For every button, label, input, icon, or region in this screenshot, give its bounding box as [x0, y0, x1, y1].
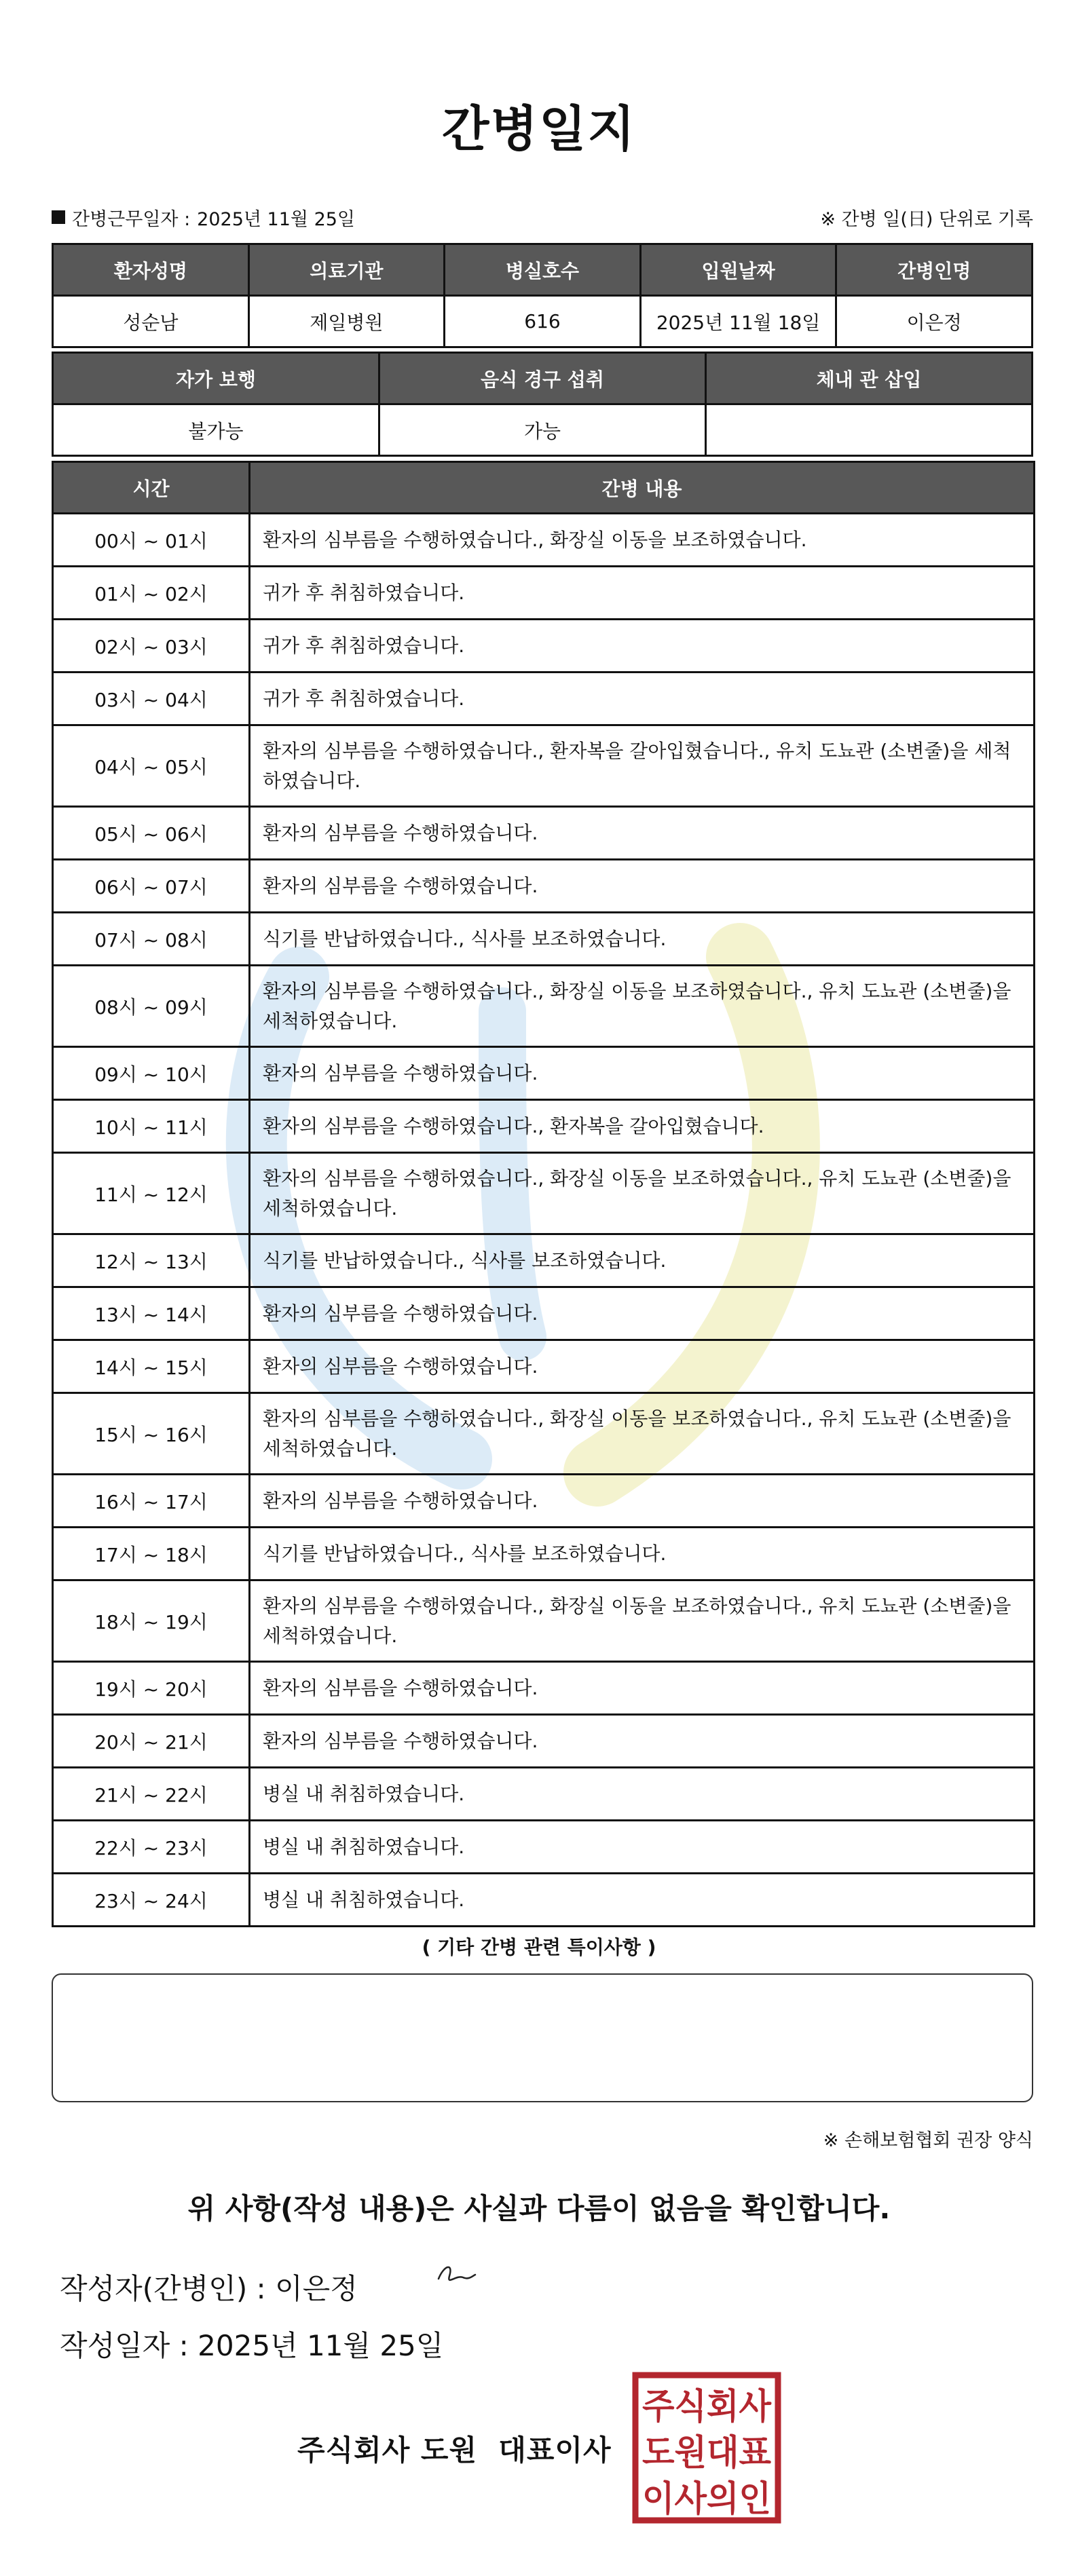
- header-admission-date: 입원날짜: [640, 244, 836, 296]
- notes-box: [52, 1973, 1033, 2102]
- seal-line-2: 도원대표: [642, 2433, 771, 2474]
- log-content: 병실 내 취침하였습니다.: [250, 1874, 1035, 1927]
- log-row: [53, 1662, 1035, 1715]
- log-row: [53, 807, 1035, 860]
- recommend-note: ※ 손해보험협회 권장 양식: [823, 2130, 1033, 2151]
- log-row: [53, 673, 1035, 725]
- log-row: [53, 1287, 1035, 1340]
- header-caregiver: 간병인명: [836, 244, 1033, 296]
- hospital-name: 제일병원: [248, 296, 445, 347]
- log-time: 00시 ~ 01시: [53, 514, 250, 567]
- log-time: 10시 ~ 11시: [53, 1100, 250, 1153]
- log-time: 21시 ~ 22시: [53, 1768, 250, 1821]
- log-content: 환자의 심부름을 수행하였습니다., 환자복을 갈아입혔습니다.: [250, 1100, 1035, 1153]
- log-row: [53, 1100, 1035, 1153]
- tube-insertion-value: [706, 404, 1033, 456]
- handwritten-signature-icon: [433, 2258, 481, 2292]
- log-content: 환자의 심부름을 수행하였습니다.: [250, 1662, 1035, 1715]
- meta-row: [52, 205, 1033, 229]
- writer-name: 이은정: [275, 2272, 358, 2305]
- log-time: 16시 ~ 17시: [53, 1475, 250, 1528]
- log-time: 07시 ~ 08시: [53, 913, 250, 966]
- log-row: [53, 1393, 1035, 1475]
- header-room: 병실호수: [445, 244, 641, 296]
- log-content: 환자의 심부름을 수행하였습니다., 화장실 이동을 보조하였습니다., 유치 도뇨관 (소변줄)을 세척하였습니다.: [250, 1393, 1035, 1475]
- log-content: 환자의 심부름을 수행하였습니다., 환자복을 갈아입혔습니다., 유치 도뇨관 (소변줄)을 세척하였습니다.: [250, 725, 1035, 807]
- log-content: 식기를 반납하였습니다., 식사를 보조하였습니다.: [250, 1528, 1035, 1580]
- log-content: 환자의 심부름을 수행하였습니다.: [250, 1287, 1035, 1340]
- record-note: ※ 간병 일(日) 단위로 기록: [820, 208, 1033, 230]
- confirmation-statement: 위 사항(작성 내용)은 사실과 다름이 없음을 확인합니다.: [187, 2192, 891, 2225]
- log-content: 귀가 후 취침하였습니다.: [250, 673, 1035, 725]
- work-date-group: [52, 204, 355, 231]
- log-header-row: [53, 462, 1035, 514]
- log-row: [53, 1874, 1035, 1927]
- header-tube-insertion: 체내 관 삽입: [706, 353, 1033, 404]
- company-representative: 주식회사 도원 대표이사: [297, 2433, 612, 2467]
- log-content: 환자의 심부름을 수행하였습니다.: [250, 807, 1035, 860]
- log-time: 03시 ~ 04시: [53, 673, 250, 725]
- log-row: [53, 567, 1035, 620]
- writer-line: [60, 2267, 358, 2307]
- log-row: [53, 1768, 1035, 1821]
- log-row: [53, 620, 1035, 673]
- log-row: [53, 1528, 1035, 1580]
- log-row: [53, 1821, 1035, 1874]
- caregiver-name: 이은정: [836, 296, 1033, 347]
- work-date-value: 2025년 11월 25일: [197, 208, 356, 230]
- patient-header-row: [53, 244, 1033, 296]
- date-value: 2025년 11월 25일: [198, 2329, 444, 2362]
- patient-value-row: [53, 296, 1033, 347]
- log-time: 09시 ~ 10시: [53, 1047, 250, 1100]
- self-walking-value: 불가능: [53, 404, 379, 456]
- date-line: [60, 2324, 443, 2364]
- log-time: 08시 ~ 09시: [53, 966, 250, 1047]
- log-row: [53, 514, 1035, 567]
- patient-name: 성순남: [53, 296, 249, 347]
- log-row: [53, 725, 1035, 807]
- patient-info-table: [52, 243, 1033, 348]
- room-number: 616: [445, 296, 641, 347]
- status-header-row: [53, 353, 1033, 404]
- header-time: 시간: [53, 462, 250, 514]
- log-time: 12시 ~ 13시: [53, 1234, 250, 1287]
- log-content: 병실 내 취침하였습니다.: [250, 1821, 1035, 1874]
- log-row: [53, 1715, 1035, 1768]
- company-seal-icon: [630, 2371, 783, 2524]
- log-time: 02시 ~ 03시: [53, 620, 250, 673]
- log-content: 환자의 심부름을 수행하였습니다., 화장실 이동을 보조하였습니다., 유치 도뇨관 (소변줄)을 세척하였습니다.: [250, 966, 1035, 1047]
- page-title: 간병일지: [441, 100, 637, 157]
- log-content: 환자의 심부름을 수행하였습니다.: [250, 1340, 1035, 1393]
- log-time: 06시 ~ 07시: [53, 860, 250, 913]
- log-content: 환자의 심부름을 수행하였습니다.: [250, 1047, 1035, 1100]
- black-square-icon: [52, 210, 65, 224]
- header-oral-intake: 음식 경구 섭취: [379, 353, 706, 404]
- log-content: 귀가 후 취침하였습니다.: [250, 567, 1035, 620]
- log-content: 환자의 심부름을 수행하였습니다., 화장실 이동을 보조하였습니다., 유치 도뇨관 (소변줄)을 세척하였습니다.: [250, 1153, 1035, 1234]
- log-time: 15시 ~ 16시: [53, 1393, 250, 1475]
- log-time: 17시 ~ 18시: [53, 1528, 250, 1580]
- log-row: [53, 1153, 1035, 1234]
- log-row: [53, 860, 1035, 913]
- log-time: 01시 ~ 02시: [53, 567, 250, 620]
- writer-label: 작성자(간병인) :: [60, 2272, 266, 2305]
- log-content: 병실 내 취침하였습니다.: [250, 1768, 1035, 1821]
- log-time: 19시 ~ 20시: [53, 1662, 250, 1715]
- log-time: 22시 ~ 23시: [53, 1821, 250, 1874]
- status-value-row: [53, 404, 1033, 456]
- log-time: 18시 ~ 19시: [53, 1580, 250, 1662]
- log-time: 20시 ~ 21시: [53, 1715, 250, 1768]
- log-row: [53, 1234, 1035, 1287]
- log-content: 환자의 심부름을 수행하였습니다., 화장실 이동을 보조하였습니다.: [250, 514, 1035, 567]
- header-patient-name: 환자성명: [53, 244, 249, 296]
- admission-date: 2025년 11월 18일: [640, 296, 836, 347]
- log-row: [53, 1475, 1035, 1528]
- log-content: 환자의 심부름을 수행하였습니다.: [250, 1715, 1035, 1768]
- log-row: [53, 1340, 1035, 1393]
- seal-line-3: 이사의인: [642, 2479, 771, 2520]
- log-body: [53, 514, 1035, 1927]
- oral-intake-value: 가능: [379, 404, 706, 456]
- log-content: 환자의 심부름을 수행하였습니다., 화장실 이동을 보조하였습니다., 유치 도뇨관 (소변줄)을 세척하였습니다.: [250, 1580, 1035, 1662]
- log-time: 04시 ~ 05시: [53, 725, 250, 807]
- hourly-care-log-table: [52, 461, 1035, 1927]
- log-row: [53, 913, 1035, 966]
- date-label: 작성일자 :: [60, 2329, 189, 2362]
- seal-line-1: 주식회사: [642, 2387, 772, 2427]
- log-content: 식기를 반납하였습니다., 식사를 보조하였습니다.: [250, 913, 1035, 966]
- log-row: [53, 1047, 1035, 1100]
- log-content: 환자의 심부름을 수행하였습니다.: [250, 1475, 1035, 1528]
- log-time: 23시 ~ 24시: [53, 1874, 250, 1927]
- log-time: 05시 ~ 06시: [53, 807, 250, 860]
- log-content: 환자의 심부름을 수행하였습니다.: [250, 860, 1035, 913]
- log-time: 14시 ~ 15시: [53, 1340, 250, 1393]
- log-time: 13시 ~ 14시: [53, 1287, 250, 1340]
- header-hospital: 의료기관: [248, 244, 445, 296]
- log-row: [53, 1580, 1035, 1662]
- notes-title: ( 기타 간병 관련 특이사항 ): [422, 1936, 656, 1958]
- log-content: 귀가 후 취침하였습니다.: [250, 620, 1035, 673]
- patient-status-table: [52, 352, 1033, 457]
- log-row: [53, 966, 1035, 1047]
- work-date-label: 간병근무일자 :: [72, 208, 191, 230]
- log-content: 식기를 반납하였습니다., 식사를 보조하였습니다.: [250, 1234, 1035, 1287]
- log-time: 11시 ~ 12시: [53, 1153, 250, 1234]
- header-self-walking: 자가 보행: [53, 353, 379, 404]
- header-care-content: 간병 내용: [250, 462, 1035, 514]
